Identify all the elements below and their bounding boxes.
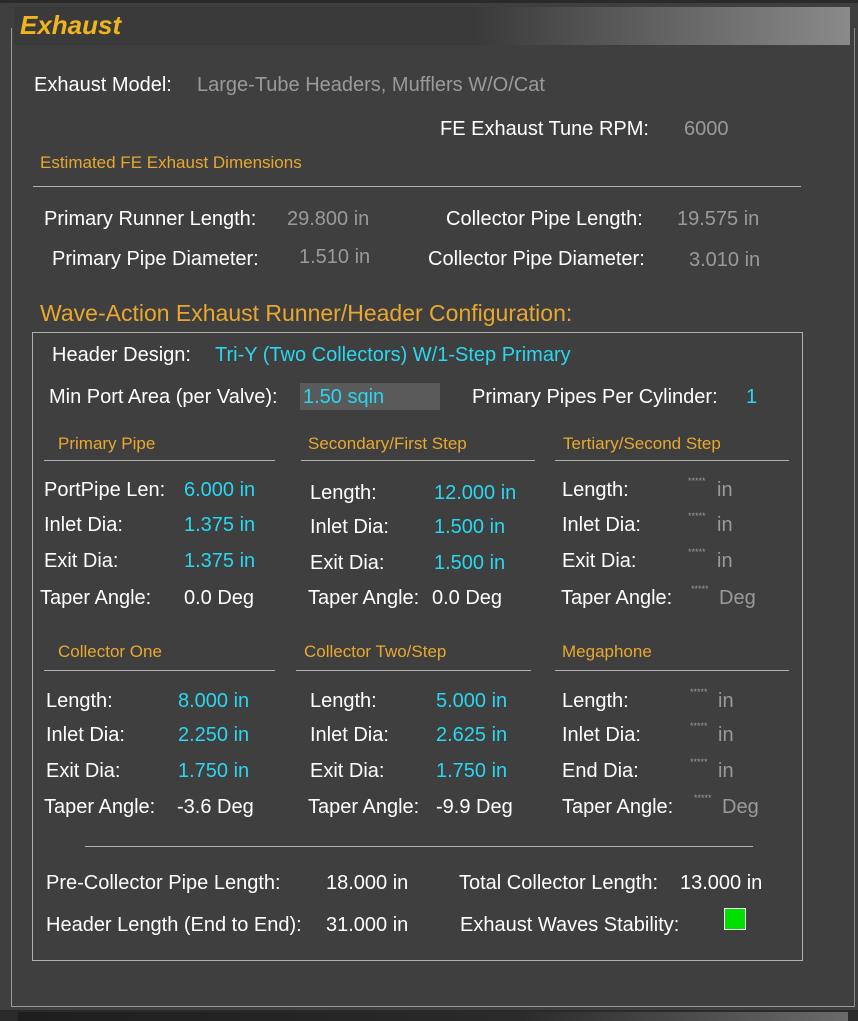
coll1-length-label: Length: bbox=[46, 690, 113, 712]
tertiary-taper-angle-unit: Deg bbox=[719, 587, 756, 609]
tertiary-taper-angle-label: Taper Angle: bbox=[561, 587, 673, 609]
primary-exit-dia-label: Exit Dia: bbox=[44, 550, 119, 572]
primary-pipes-per-cyl-value[interactable]: 1 bbox=[746, 386, 758, 408]
tune-rpm-label: FE Exhaust Tune RPM: bbox=[440, 118, 649, 140]
divider bbox=[85, 846, 753, 847]
divider bbox=[44, 670, 275, 671]
tertiary-inlet-dia-label: Inlet Dia: bbox=[562, 514, 641, 536]
coll1-length-value[interactable]: 8.000 in bbox=[178, 690, 250, 712]
wave-action-header: Wave-Action Exhaust Runner/Header Configuration: bbox=[40, 300, 573, 326]
primary-pipes-per-cyl-label: Primary Pipes Per Cylinder: bbox=[472, 386, 718, 408]
coll2-length-value[interactable]: 5.000 in bbox=[436, 690, 508, 712]
secondary-length-value[interactable]: 12.000 in bbox=[434, 482, 517, 504]
total-collector-length-value: 13.000 in bbox=[680, 872, 763, 894]
mega-taper-angle-label: Taper Angle: bbox=[562, 796, 674, 818]
tertiary-exit-dia-unit: in bbox=[717, 550, 733, 572]
header-design-value[interactable]: Tri-Y (Two Collectors) W/1-Step Primary bbox=[215, 344, 571, 366]
min-port-area-label: Min Port Area (per Valve): bbox=[49, 386, 278, 408]
divider bbox=[33, 186, 801, 187]
mega-inlet-dia-label: Inlet Dia: bbox=[562, 724, 641, 746]
collector-pipe-dia-value: 3.010 in bbox=[689, 249, 761, 271]
tertiary-exit-dia-label: Exit Dia: bbox=[562, 550, 637, 572]
megaphone-header: Megaphone bbox=[562, 642, 652, 661]
coll1-taper-angle-value: -3.6 Deg bbox=[177, 796, 254, 818]
exhaust-model-value[interactable]: Large-Tube Headers, Mufflers W/O/Cat bbox=[197, 74, 545, 96]
divider bbox=[555, 670, 789, 671]
pre-collector-length-value: 18.000 in bbox=[326, 872, 409, 894]
secondary-taper-angle-value: 0.0 Deg bbox=[432, 587, 503, 609]
pre-collector-length-label: Pre-Collector Pipe Length: bbox=[46, 872, 281, 894]
primary-pipe-header: Primary Pipe bbox=[58, 434, 156, 453]
mega-taper-angle-placeholder: ***** bbox=[694, 793, 712, 803]
primary-pipe-dia-value: 1.510 in bbox=[299, 246, 371, 268]
primary-taper-angle-label: Taper Angle: bbox=[40, 587, 152, 609]
tertiary-taper-angle-placeholder: ***** bbox=[691, 584, 709, 594]
divider bbox=[296, 670, 531, 671]
primary-runner-value: 29.800 in bbox=[287, 208, 370, 230]
tertiary-exit-dia-placeholder: ***** bbox=[688, 547, 706, 557]
secondary-header: Secondary/First Step bbox=[308, 434, 467, 453]
secondary-exit-dia-label: Exit Dia: bbox=[310, 552, 385, 574]
header-length-label: Header Length (End to End): bbox=[46, 914, 302, 936]
exhaust-model-label: Exhaust Model: bbox=[34, 74, 172, 96]
coll2-inlet-dia-label: Inlet Dia: bbox=[310, 724, 389, 746]
tertiary-inlet-dia-placeholder: ***** bbox=[688, 511, 706, 521]
secondary-inlet-dia-label: Inlet Dia: bbox=[310, 516, 389, 538]
divider bbox=[555, 460, 789, 461]
collector-pipe-length-value: 19.575 in bbox=[677, 208, 760, 230]
mega-inlet-dia-unit: in bbox=[718, 724, 734, 746]
tertiary-length-placeholder: ***** bbox=[688, 476, 706, 486]
header-design-label: Header Design: bbox=[52, 344, 191, 366]
coll1-taper-angle-label: Taper Angle: bbox=[44, 796, 156, 818]
primary-taper-angle-value: 0.0 Deg bbox=[184, 587, 255, 609]
coll1-exit-dia-label: Exit Dia: bbox=[46, 760, 121, 782]
total-collector-length-label: Total Collector Length: bbox=[459, 872, 659, 894]
mega-length-placeholder: ***** bbox=[690, 687, 708, 697]
coll2-length-label: Length: bbox=[310, 690, 377, 712]
secondary-inlet-dia-value[interactable]: 1.500 in bbox=[434, 516, 506, 538]
collector-pipe-length-label: Collector Pipe Length: bbox=[446, 208, 643, 230]
header-length-value: 31.000 in bbox=[326, 914, 409, 936]
coll2-taper-angle-label: Taper Angle: bbox=[308, 796, 420, 818]
secondary-length-label: Length: bbox=[310, 482, 377, 504]
tertiary-length-label: Length: bbox=[562, 479, 629, 501]
top-edge bbox=[0, 0, 858, 3]
divider bbox=[44, 460, 275, 461]
primary-inlet-dia-value[interactable]: 1.375 in bbox=[184, 514, 256, 536]
stability-indicator bbox=[724, 908, 746, 930]
tertiary-inlet-dia-unit: in bbox=[717, 514, 733, 536]
mega-inlet-dia-placeholder: ***** bbox=[690, 721, 708, 731]
coll1-inlet-dia-value[interactable]: 2.250 in bbox=[178, 724, 250, 746]
tertiary-header: Tertiary/Second Step bbox=[563, 434, 721, 453]
divider bbox=[301, 460, 535, 461]
mega-length-unit: in bbox=[718, 690, 734, 712]
primary-portpipe-len-value[interactable]: 6.000 in bbox=[184, 479, 256, 501]
coll2-taper-angle-value: -9.9 Deg bbox=[436, 796, 513, 818]
tune-rpm-value[interactable]: 6000 bbox=[684, 118, 729, 140]
coll2-exit-dia-value[interactable]: 1.750 in bbox=[436, 760, 508, 782]
collector-pipe-dia-label: Collector Pipe Diameter: bbox=[428, 248, 645, 270]
primary-inlet-dia-label: Inlet Dia: bbox=[44, 514, 123, 536]
min-port-area-input[interactable]: 1.50 sqin bbox=[303, 386, 385, 408]
tertiary-length-unit: in bbox=[717, 479, 733, 501]
panel-title: Exhaust bbox=[20, 10, 122, 40]
next-panel-titlebar bbox=[18, 1012, 848, 1021]
coll2-exit-dia-label: Exit Dia: bbox=[310, 760, 385, 782]
secondary-exit-dia-value[interactable]: 1.500 in bbox=[434, 552, 506, 574]
primary-exit-dia-value[interactable]: 1.375 in bbox=[184, 550, 256, 572]
mega-taper-angle-unit: Deg bbox=[722, 796, 759, 818]
mega-end-dia-label: End Dia: bbox=[562, 760, 639, 782]
primary-pipe-dia-label: Primary Pipe Diameter: bbox=[52, 248, 259, 270]
estimated-dims-header: Estimated FE Exhaust Dimensions bbox=[40, 153, 302, 172]
coll1-exit-dia-value[interactable]: 1.750 in bbox=[178, 760, 250, 782]
collector-one-header: Collector One bbox=[58, 642, 162, 661]
collector-two-header: Collector Two/Step bbox=[304, 642, 447, 661]
exhaust-waves-stability-label: Exhaust Waves Stability: bbox=[460, 914, 680, 936]
primary-runner-label: Primary Runner Length: bbox=[44, 208, 257, 230]
coll2-inlet-dia-value[interactable]: 2.625 in bbox=[436, 724, 508, 746]
mega-length-label: Length: bbox=[562, 690, 629, 712]
title-bar bbox=[14, 7, 850, 45]
coll1-inlet-dia-label: Inlet Dia: bbox=[46, 724, 125, 746]
mega-end-dia-placeholder: ***** bbox=[690, 757, 708, 767]
primary-portpipe-len-label: PortPipe Len: bbox=[44, 479, 166, 501]
mega-end-dia-unit: in bbox=[718, 760, 734, 782]
secondary-taper-angle-label: Taper Angle: bbox=[308, 587, 420, 609]
